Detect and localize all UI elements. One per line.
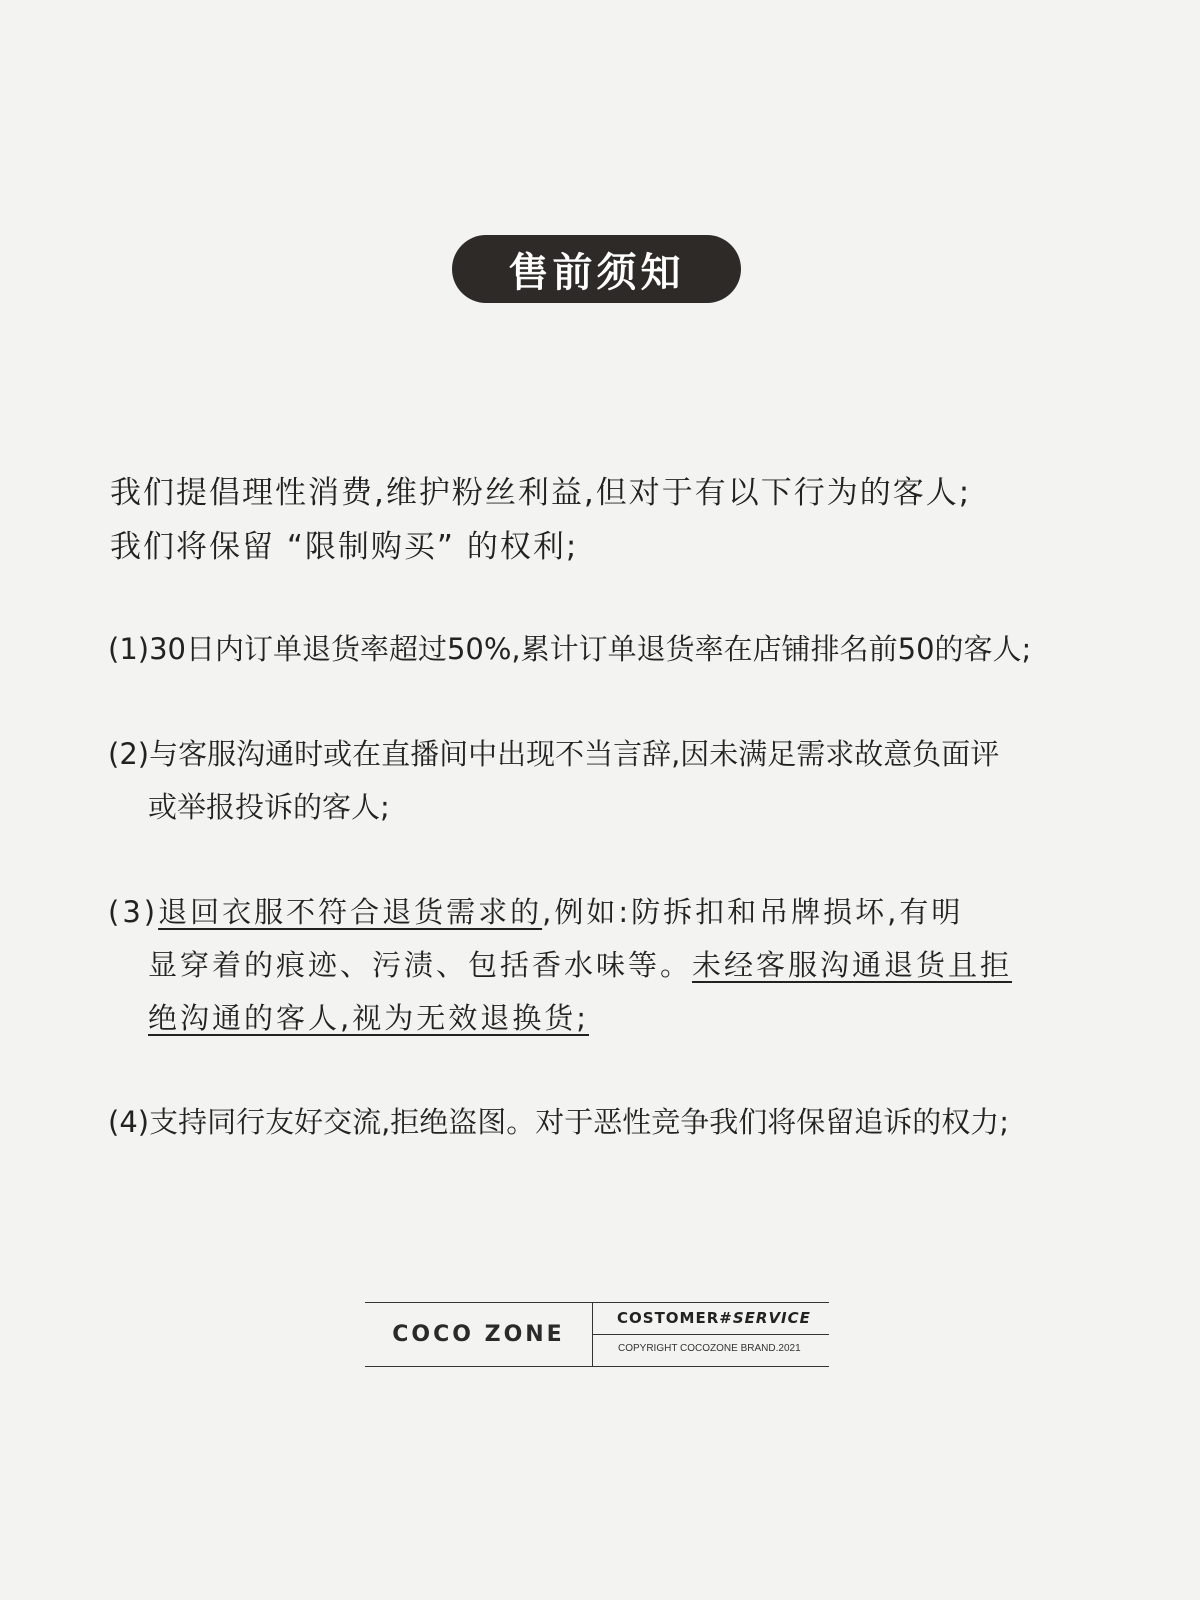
brand-footer bbox=[365, 1302, 829, 1367]
intro-text bbox=[110, 466, 1110, 574]
intro-line: 我们将保留 “限制购买” 的权利; bbox=[110, 529, 579, 565]
policy-item-2 bbox=[108, 728, 1118, 834]
policy-item-3 bbox=[108, 886, 1118, 1045]
policy-item-4 bbox=[108, 1096, 1118, 1149]
item-text: 显穿着的痕迹、污渍、包括香水味等。 bbox=[148, 948, 693, 982]
footer-rule bbox=[593, 1334, 829, 1335]
policy-item-line: (4)支持同行友好交流,拒绝盗图。对于恶性竞争我们将保留追诉的权力; bbox=[108, 1105, 1010, 1139]
policy-item-line bbox=[108, 886, 1118, 939]
item-prefix: (3) bbox=[108, 895, 159, 929]
policy-item-line: 或举报投诉的客人; bbox=[148, 790, 390, 824]
policy-item-line: (2)与客服沟通时或在直播间中出现不当言辞,因未满足需求故意负面评 bbox=[108, 737, 1000, 771]
underlined-text: 绝沟通的客人,视为无效退换货; bbox=[148, 1001, 589, 1035]
policy-item-line: (1)30日内订单退货率超过50%,累计订单退货率在店铺排名前50的客人; bbox=[108, 632, 1032, 666]
underlined-text: 退回衣服不符合退货需求的 bbox=[158, 895, 543, 929]
service-label-right: SERVICE bbox=[732, 1309, 811, 1327]
service-label bbox=[617, 1309, 811, 1327]
underlined-text: 未经客服沟通退货且拒 bbox=[692, 948, 1013, 982]
policy-item-1 bbox=[108, 623, 1118, 676]
intro-line: 我们提倡理性消费,维护粉丝利益,但对于有以下行为的客人; bbox=[110, 475, 972, 511]
page-title: 售前须知 bbox=[452, 235, 741, 303]
policy-item-line bbox=[108, 992, 1118, 1045]
policy-item-line bbox=[108, 939, 1118, 992]
item-text: ,例如:防拆扣和吊牌损坏,有明 bbox=[542, 895, 964, 929]
copyright-text: COPYRIGHT COCOZONE BRAND.2021 bbox=[618, 1343, 801, 1354]
service-label-left: COSTOMER# bbox=[617, 1309, 733, 1327]
brand-logo-text: COCO ZONE bbox=[392, 1322, 565, 1347]
